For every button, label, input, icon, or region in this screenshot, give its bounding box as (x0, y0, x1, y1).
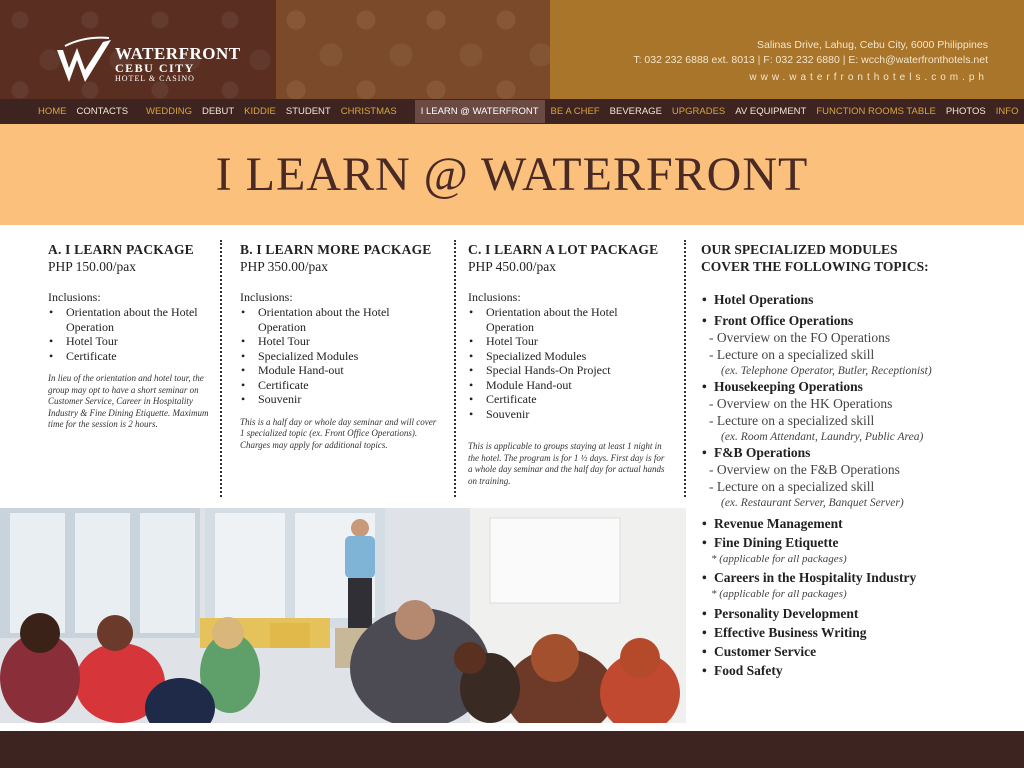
inclusions-label: Inclusions: (48, 290, 101, 304)
topic-front-office: • Front Office Operations (701, 313, 1001, 329)
nav-beverage[interactable]: BEVERAGE (609, 106, 662, 117)
package-note: In lieu of the orientation and hotel tour, the group may opt to have a short seminar on Customer Service, Career in Hospitality Industry & Fine Dining Etiquette. Maximum time for the session is 2 hours. (48, 373, 209, 429)
nav-be-a-chef[interactable]: BE A CHEF (550, 106, 600, 117)
topic-revenue-management: • Revenue Management (701, 516, 1001, 532)
list-item: • Certificate (240, 378, 440, 393)
package-b (240, 242, 440, 451)
waterfront-w-icon (55, 36, 113, 84)
nav-upgrades[interactable]: UPGRADES (671, 106, 726, 117)
topic-subitem: - Overview on the F&B Operations (709, 462, 900, 477)
topic-careers: • Careers in the Hospitality Industry (701, 570, 1001, 586)
modules-heading-line1: OUR SPECIALIZED MODULES (701, 242, 898, 257)
column-divider (454, 240, 456, 497)
list-item: • Orientation about the Hotel Operation (240, 305, 440, 334)
topic-subitem: - Overview on the HK Operations (709, 396, 893, 411)
topic-subitem: - Lecture on a specialized skill (709, 413, 875, 428)
address: Salinas Drive, Lahug, Cebu City, 6000 Philippines (757, 39, 988, 51)
main-nav (0, 99, 1024, 124)
topic-subitem: - Lecture on a specialized skill (709, 479, 875, 494)
list-item: • Certificate (468, 392, 668, 407)
nav-student[interactable]: STUDENT (285, 106, 331, 117)
logo-line2: CEBU CITY (115, 61, 195, 75)
logo-line1: WATERFRONT (115, 44, 241, 63)
nav-contacts[interactable]: CONTACTS (76, 106, 129, 117)
list-item: • Hotel Tour (240, 334, 440, 349)
nav-wedding[interactable]: WEDDING (146, 106, 192, 117)
column-divider (220, 240, 222, 497)
list-item: • Souvenir (240, 392, 440, 407)
list-item: • Special Hands-On Project (468, 363, 668, 378)
topic-hotel-operations: • Hotel Operations (701, 292, 1001, 308)
package-price: PHP 350.00/pax (240, 259, 329, 274)
topic-customer-service: • Customer Service (701, 644, 1001, 660)
page-title: I LEARN @ WATERFRONT (215, 148, 809, 201)
header-pattern-middle (276, 0, 550, 99)
package-note: This is a half day or whole day seminar and will cover 1 specialized topic (ex. Front Office Operations). Charges may apply for additional topics. (240, 416, 437, 450)
topic-example: (ex. Room Attendant, Laundry, Public Area) (721, 431, 924, 443)
topic-fine-dining: • Fine Dining Etiquette (701, 535, 1001, 551)
package-title: C. I LEARN A LOT PACKAGE (468, 242, 659, 257)
list-item: • Orientation about the Hotel Operation (468, 305, 668, 334)
nav-av-equipment[interactable]: AV EQUIPMENT (735, 106, 807, 117)
footer-bar (0, 731, 1024, 768)
topic-example: (ex. Restaurant Server, Banquet Server) (721, 497, 904, 509)
specialized-modules (701, 242, 1001, 679)
list-item: • Souvenir (468, 407, 668, 422)
nav-home[interactable]: HOME (38, 106, 67, 117)
package-price: PHP 450.00/pax (468, 259, 557, 274)
inclusions-list (48, 305, 213, 363)
inclusions-list (468, 305, 668, 421)
topic-fnb: • F&B Operations (701, 445, 1001, 461)
header (0, 0, 1024, 99)
topic-housekeeping: • Housekeeping Operations (701, 379, 1001, 395)
topic-applicable-note: * (applicable for all packages) (711, 553, 847, 565)
seminar-illustration (0, 508, 686, 723)
contact-info (633, 38, 988, 85)
phone-fax-email: T: 032 232 6888 ext. 8013 | F: 032 232 6880 | E: wcch@waterfronthotels.net (633, 54, 988, 66)
topic-subitem: - Lecture on a specialized skill (709, 347, 875, 362)
package-price: PHP 150.00/pax (48, 259, 137, 274)
package-title: B. I LEARN MORE PACKAGE (240, 242, 432, 257)
inclusions-label: Inclusions: (468, 290, 521, 304)
nav-kiddie[interactable]: KIDDIE (244, 106, 276, 117)
topic-business-writing: • Effective Business Writing (701, 625, 1001, 641)
topic-example: (ex. Telephone Operator, Butler, Receptionist) (721, 365, 932, 377)
topic-subitem: - Overview on the FO Operations (709, 330, 891, 345)
topic-applicable-note: * (applicable for all packages) (711, 588, 847, 600)
list-item: • Module Hand-out (468, 378, 668, 393)
list-item: • Certificate (48, 349, 213, 364)
list-item: • Module Hand-out (240, 363, 440, 378)
title-banner (0, 124, 1024, 225)
nav-function-rooms-table[interactable]: FUNCTION ROOMS TABLE (816, 106, 936, 117)
nav-i-learn-active[interactable]: I LEARN @ WATERFRONT (415, 100, 545, 123)
nav-debut[interactable]: DEBUT (201, 106, 235, 117)
logo-line3: HOTEL & CASINO (115, 74, 195, 83)
topic-food-safety: • Food Safety (701, 663, 1001, 679)
nav-christmas[interactable]: CHRISTMAS (340, 106, 397, 117)
package-title: A. I LEARN PACKAGE (48, 242, 194, 257)
inclusions-list (240, 305, 440, 407)
list-item: • Hotel Tour (48, 334, 213, 349)
nav-photos[interactable]: PHOTOS (945, 106, 986, 117)
list-item: • Orientation about the Hotel Operation (48, 305, 213, 334)
nav-info[interactable]: INFO (995, 106, 1019, 117)
inclusions-label: Inclusions: (240, 290, 293, 304)
list-item: • Specialized Modules (468, 349, 668, 364)
modules-heading-line2: COVER THE FOLLOWING TOPICS: (701, 258, 929, 274)
package-note: This is applicable to groups staying at least 1 night in the hotel. The program is for 1 ½ days. First day is for a whole day seminar and the half day for actual hands on training. (468, 441, 665, 486)
website-link[interactable]: www.waterfronthotels.com.ph (749, 72, 988, 83)
column-divider (684, 240, 686, 497)
waterfront-logo[interactable] (55, 36, 241, 86)
seminar-photo (0, 508, 686, 723)
package-a (48, 242, 213, 431)
list-item: • Specialized Modules (240, 349, 440, 364)
topic-personality: • Personality Development (701, 606, 1001, 622)
package-c (468, 242, 668, 487)
list-item: • Hotel Tour (468, 334, 668, 349)
